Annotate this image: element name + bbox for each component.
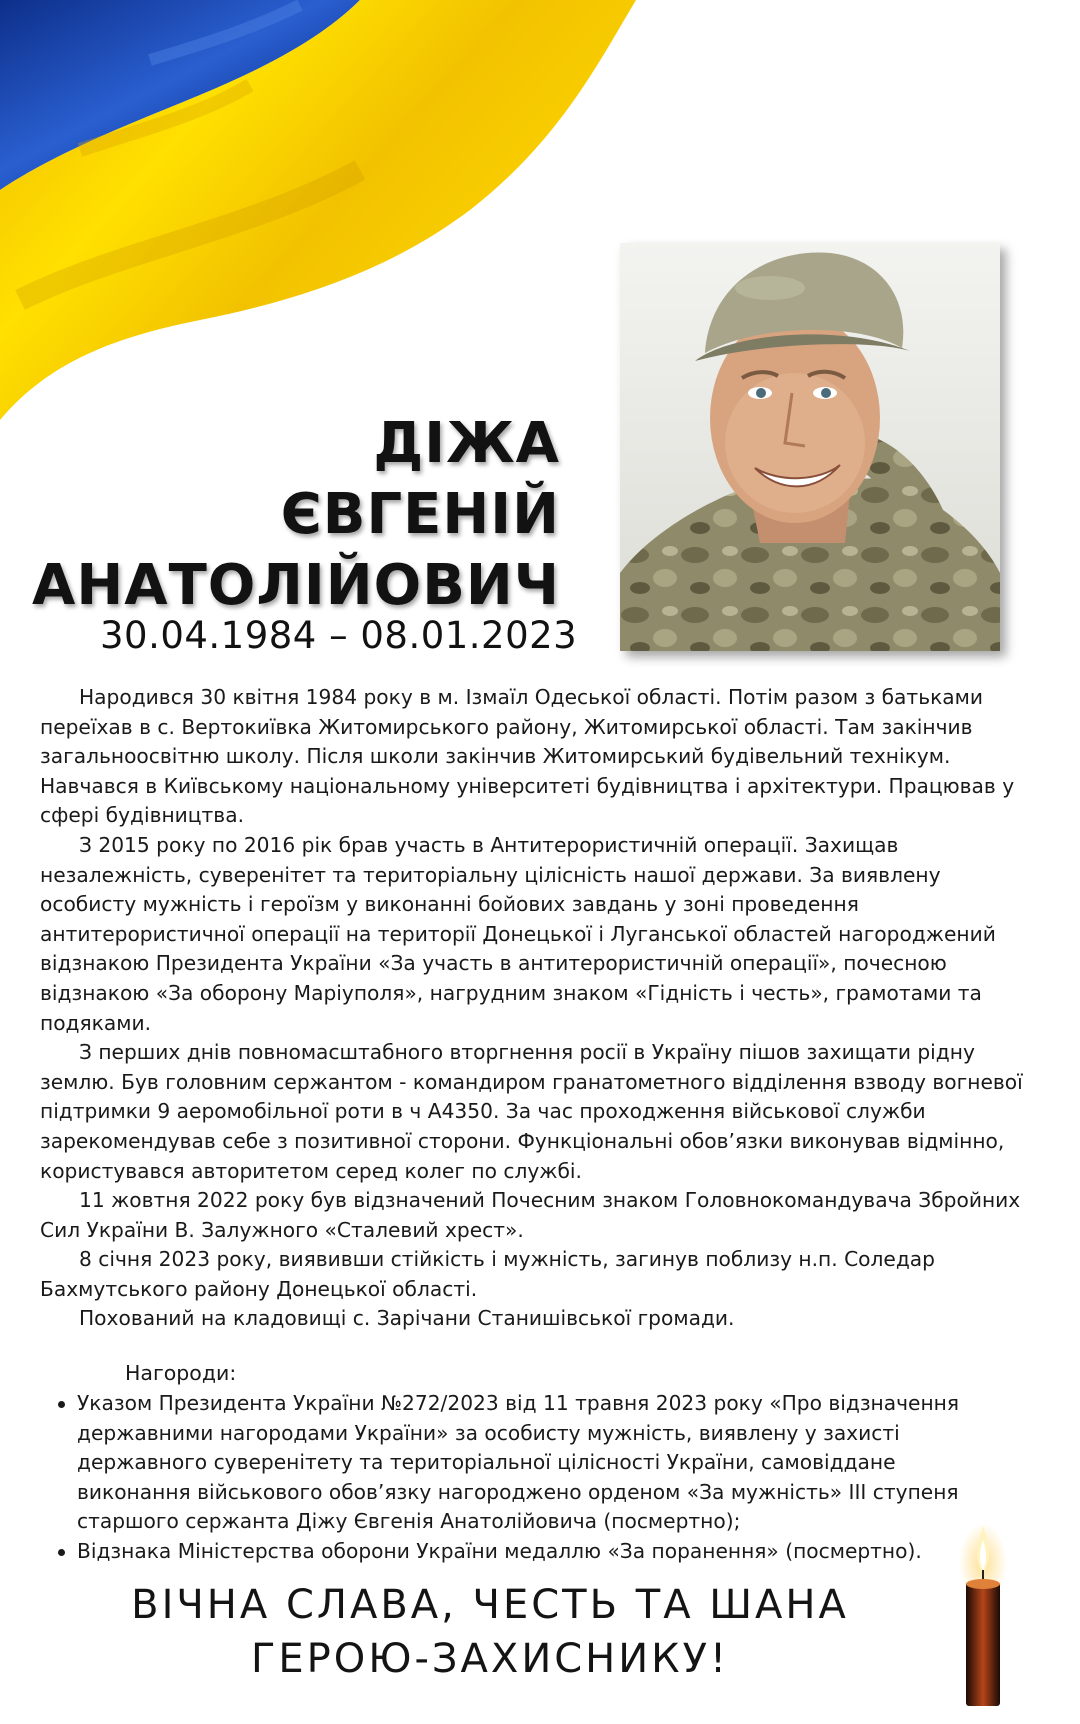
award-text: Указом Президента України №272/2023 від 11 травня 2023 року «Про відзначення державними нагородами України» за особисту мужність, виявлену у захисті державного суверенітету та територіальної цілісності України, самовіддане виконання військового обов’язку нагороджено орденом «За мужність» ІІІ ступеня старшого сержанта Діжу Євгенія Анатолійовича (посмертно); <box>77 1391 960 1534</box>
bio-paragraph: 8 січня 2023 року, виявивши стійкість і мужність, загинув поблизу н.п. Соледар Бахмутського району Донецької області. <box>40 1247 935 1301</box>
award-item <box>54 1537 1014 1567</box>
life-dates: 30.04.1984 – 08.01.2023 <box>100 614 578 657</box>
bullet-icon <box>58 1401 65 1408</box>
closing-line-1: ВІЧНА СЛАВА, ЧЕСТЬ ТА ШАНА <box>131 1582 849 1628</box>
bullet-icon <box>58 1549 65 1556</box>
award-text: Відзнака Міністерства оборони України медаллю «За поранення» (посмертно). <box>77 1538 922 1563</box>
surname: ДІЖА <box>373 411 560 476</box>
award-item <box>54 1389 1014 1537</box>
biography <box>40 683 1040 1334</box>
ukrainian-flag <box>0 0 640 430</box>
awards-title: Нагороди: <box>125 1361 237 1385</box>
awards-list <box>54 1389 1014 1567</box>
bio-paragraph: Похований на кладовищі с. Зарічани Станишівської громади. <box>79 1306 735 1331</box>
patronymic: АНАТОЛІЙОВИЧ <box>32 553 560 618</box>
portrait-photo <box>620 243 1000 651</box>
bio-paragraph: З 2015 року по 2016 рік брав участь в Антитерористичній операції. Захищав незалежність, суверенітет та територіальну цілісність нашої держави. За виявлену особисту мужність і героїзм у виконанні бойових завдань у зоні проведення антитерористичної операції на території Донецької і Луганської областей нагороджений відзнакою Президента України «За участь в антитерористичній операції», почесною відзнакою «За оборону Маріуполя», нагрудним знаком «Гідність і честь», грамотами та подяками. <box>40 832 996 1035</box>
bio-paragraph: Народився 30 квітня 1984 року в м. Ізмаїл Одеської області. Потім разом з батьками переїхав в с. Вертокиївка Житомирського району, Житомирської області. Там закінчив загальноосвітню школу. Після школи закінчив Житомирський будівельний технікум. Навчався в Київському національному університеті будівництва і архітектури. Працював у сфері будівництва. <box>40 685 1015 828</box>
bio-paragraph: 11 жовтня 2022 року був відзначений Почесним знаком Головнокомандувача Збройних Сил України В. Залужного «Сталевий хрест». <box>40 1188 1021 1242</box>
bio-paragraph: З перших днів повномасштабного вторгнення росії в Україну пішов захищати рідну землю. Був головним сержантом - командиром гранатометного відділення взводу вогневої підтримки 9 аеромобільної роти в ч А4350. За час проходження військової служби зарекомендував себе з позитивної сторони. Функціональні обов’язки виконував відмінно, користувався авторитетом серед колег по службі. <box>40 1040 1023 1183</box>
candle-icon <box>958 1518 1008 1708</box>
first-name: ЄВГЕНІЙ <box>280 482 560 547</box>
closing-line-2: ГЕРОЮ-ЗАХИСНИКУ! <box>251 1636 729 1682</box>
